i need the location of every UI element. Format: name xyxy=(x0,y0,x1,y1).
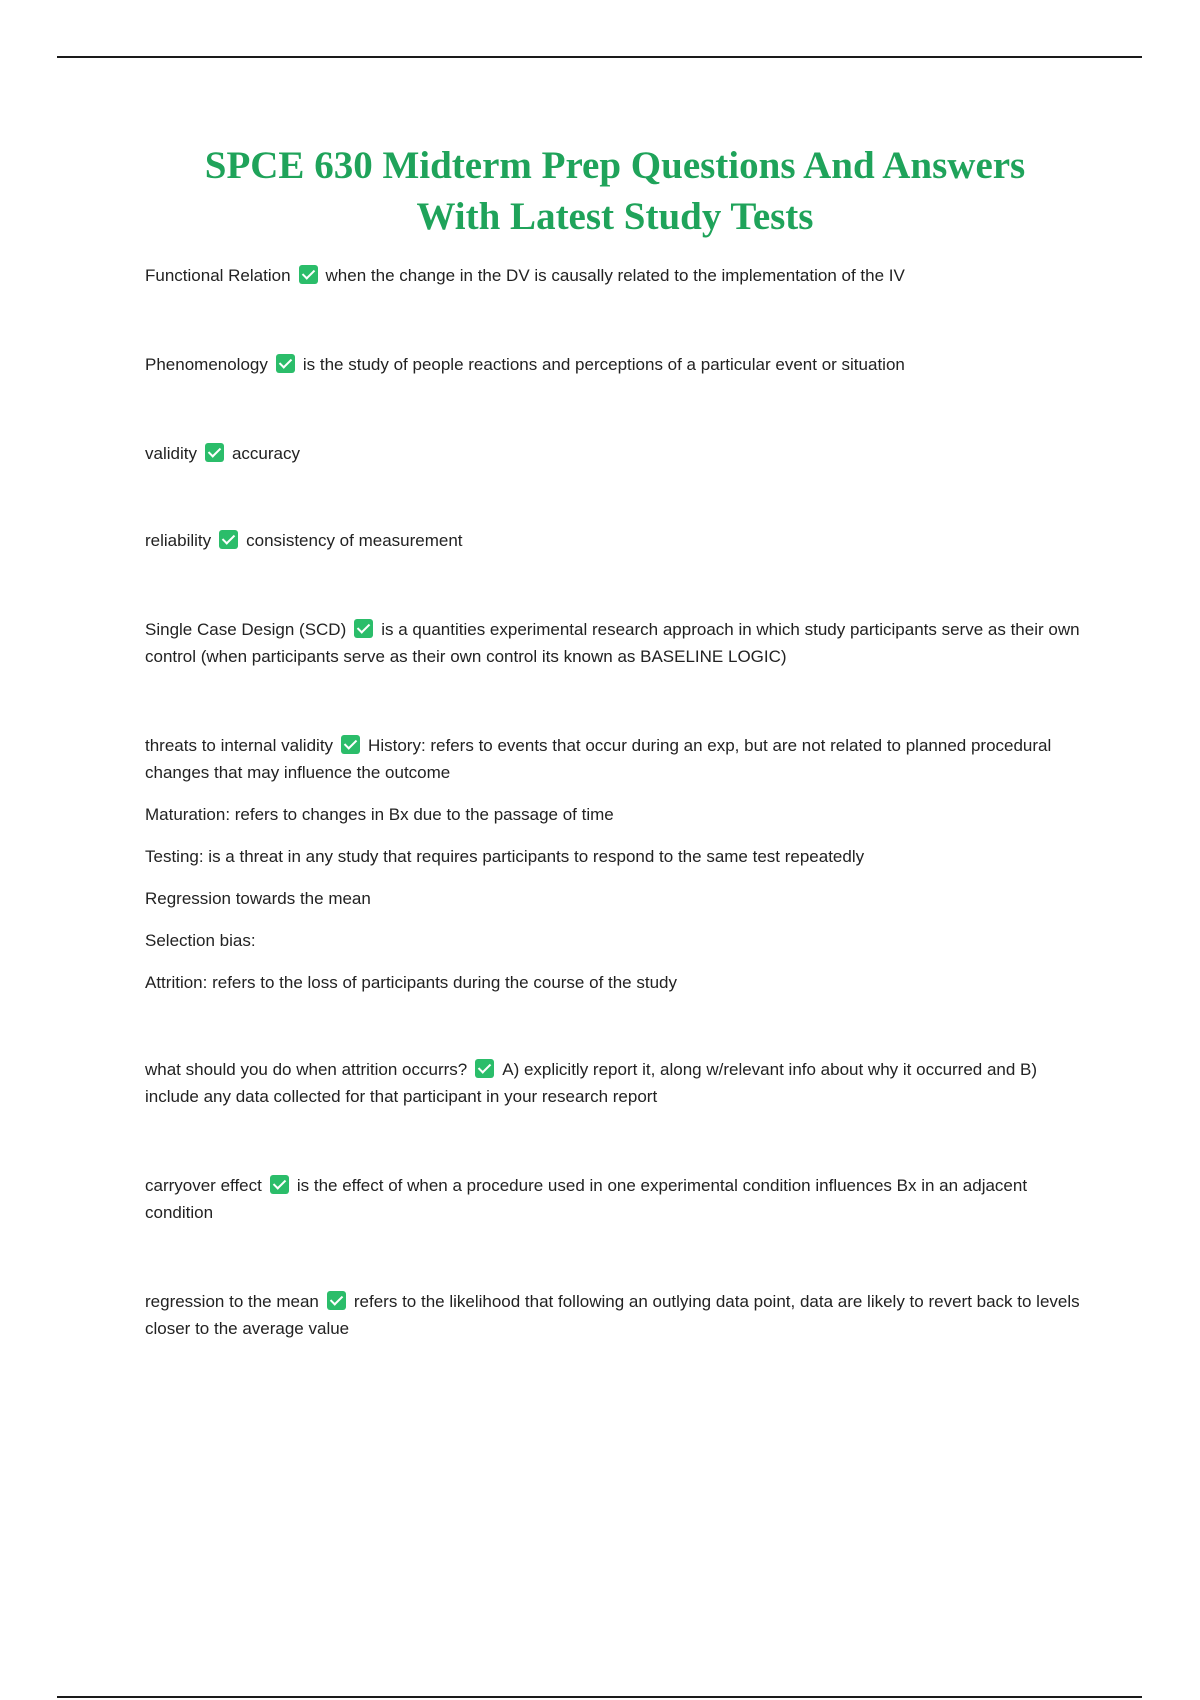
term: validity xyxy=(145,444,197,463)
check-box-icon xyxy=(270,1175,289,1194)
qa-list xyxy=(145,262,1080,1342)
term: Phenomenology xyxy=(145,355,268,374)
threat-item: Maturation: refers to changes in Bx due to the passage of time xyxy=(145,805,614,824)
definition: accuracy xyxy=(231,444,300,463)
title-line-2: With Latest Study Tests xyxy=(416,195,814,238)
term: reliability xyxy=(145,531,212,550)
check-box-icon xyxy=(341,735,360,754)
check-box-icon xyxy=(327,1291,346,1310)
title-line-1: SPCE 630 Midterm Prep Questions And Answers xyxy=(204,144,1026,187)
definition: A) explicitly report it, along w/relevant info about why it occurred and B) include any data collected for that participant in your research report xyxy=(145,1060,1038,1106)
qa-entry xyxy=(145,732,1080,786)
term: Single Case Design (SCD) xyxy=(145,620,347,639)
definition: refers to the likelihood that following an outlying data point, data are likely to revert back to levels closer to the average value xyxy=(145,1292,1080,1338)
check-box-icon xyxy=(219,530,238,549)
definition: is a quantities experimental research approach in which study participants serve as their own control (when participants serve as their own control its known as BASELINE LOGIC) xyxy=(145,620,1080,666)
qa-entry xyxy=(145,1056,1080,1110)
term: threats to internal validity xyxy=(145,736,334,755)
check-box-icon xyxy=(205,443,224,462)
check-box-icon xyxy=(475,1059,494,1078)
term: Functional Relation xyxy=(145,266,291,285)
threat-item: Selection bias: xyxy=(145,931,256,950)
top-rule xyxy=(57,56,1142,58)
definition: is the effect of when a procedure used in one experimental condition influences Bx in an adjacent condition xyxy=(145,1176,1028,1222)
qa-entry xyxy=(145,616,1080,670)
check-box-icon xyxy=(354,619,373,638)
threat-item: Regression towards the mean xyxy=(145,889,371,908)
definition: History: refers to events that occur during an exp, but are not related to planned procedural changes that may influence the outcome xyxy=(145,736,1052,782)
qa-entry xyxy=(145,527,1080,554)
qa-entry xyxy=(145,1288,1080,1342)
check-box-icon xyxy=(276,354,295,373)
qa-entry xyxy=(145,1172,1080,1226)
threat-item: Attrition: refers to the loss of participants during the course of the study xyxy=(145,973,677,992)
definition: is the study of people reactions and perceptions of a particular event or situation xyxy=(302,355,905,374)
definition: consistency of measurement xyxy=(246,531,463,550)
qa-entry xyxy=(145,440,1080,467)
qa-entry xyxy=(145,351,1080,378)
definition: when the change in the DV is causally related to the implementation of the IV xyxy=(325,266,905,285)
term: carryover effect xyxy=(145,1176,262,1195)
term: what should you do when attrition occurrs? xyxy=(145,1060,468,1079)
bottom-rule xyxy=(57,1696,1142,1698)
page-title xyxy=(100,140,1130,242)
threat-item: Testing: is a threat in any study that requires participants to respond to the same test repeatedly xyxy=(145,847,865,866)
check-box-icon xyxy=(299,265,318,284)
qa-entry xyxy=(145,262,1080,289)
term: regression to the mean xyxy=(145,1292,319,1311)
